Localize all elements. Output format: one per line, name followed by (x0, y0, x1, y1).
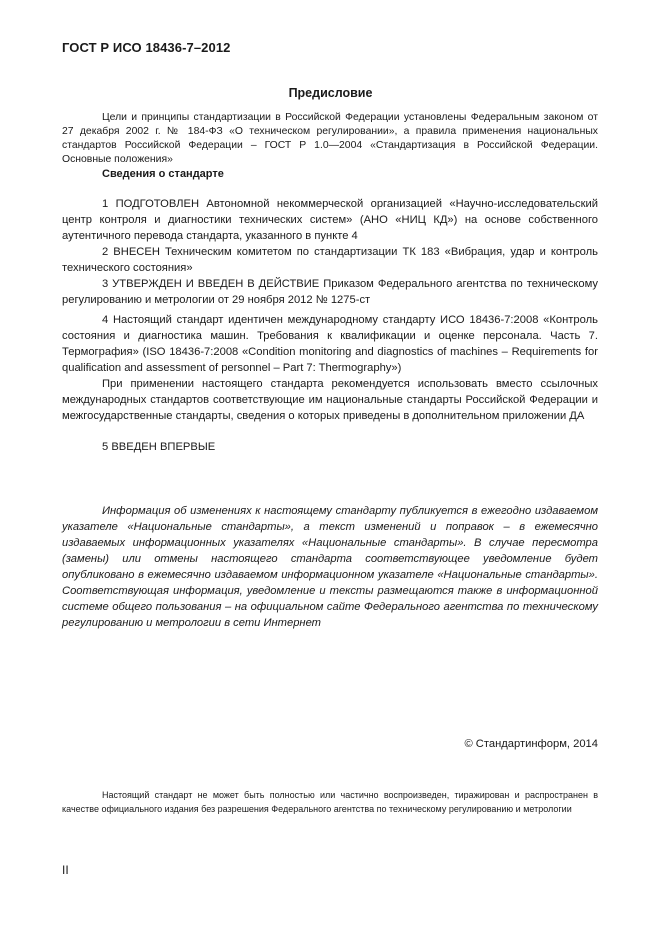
changes-notice: Информация об изменениях к настоящему стандарту публикуется в ежегодно издаваемом указателе «Национальные стандарты», а текст изменений и поправок – в ежемесячно издаваемых информационных указателях «Национальные стандарты». В случае пересмотра (замены) или отмены настоящего стандарта соответствующее уведомление будет опубликовано в ежемесячно издаваемом информационном указателе «Национальные стандарты». Соответствующая информация, уведомление и тексты размещаются также в информационной системе общего пользования – на официальном сайте Федерального агентства по техническому регулированию и метрологии в сети Интернет (62, 505, 598, 629)
info-item-identical: 4 Настоящий стандарт идентичен международному стандарту ИСО 18436-7:2008 «Контроль состояния и диагностика машин. Требования к квалификации и оценке персонала. Часть 7. Термография» (ISO 18436-7:2008 «Condition monitoring and diagnostics of machines – Requirements for qualification and assessment of personnel – Part 7: Thermography») (62, 314, 598, 374)
foreword-title: Предисловие (288, 86, 373, 100)
info-item-introduced: 2 ВНЕСЕН Техническим комитетом по стандартизации ТК 183 «Вибрация, удар и контроль технического состояния» (62, 246, 598, 274)
info-item-approved: 3 УТВЕРЖДЕН И ВВЕДЕН В ДЕЙСТВИЕ Приказом Федерального агентства по техническому регулированию и метрологии от 29 ноября 2012 № 1275-ст (62, 278, 598, 306)
info-item-first-introduced: 5 ВВЕДЕН ВПЕРВЫЕ (102, 441, 216, 453)
copyright-line: © Стандартинформ, 2014 (464, 738, 598, 750)
info-item-references-note: При применении настоящего стандарта рекомендуется использовать вместо ссылочных международных стандартов соответствующие им национальные стандарты Российской Федерации и межгосударственные стандарты, сведения о которых приведены в дополнительном приложении ДА (62, 378, 598, 422)
page-number: II (62, 863, 69, 877)
reproduction-notice: Настоящий стандарт не может быть полностью или частично воспроизведен, тиражирован и распространен в качестве официального издания без разрешения Федерального агентства по техническому регулированию и метрологии (62, 790, 598, 814)
standard-info-heading: Сведения о стандарте (102, 168, 224, 180)
foreword-intro: Цели и принципы стандартизации в Российской Федерации установлены Федеральным законом от 27 декабря 2002 г. № 184-ФЗ «О техническом регулировании», а правила применения национальных стандартов Российской Федерации – ГОСТ Р 1.0—2004 «Стандартизация в Российской Федерации. Основные положения» (62, 112, 598, 165)
info-item-prepared: 1 ПОДГОТОВЛЕН Автономной некоммерческой организацией «Научно-исследовательский центр контроля и диагностики технических систем» (АНО «НИЦ КД») на основе собственного аутентичного перевода стандарта, указанного в пункте 4 (62, 198, 598, 242)
document-designation: ГОСТ Р ИСО 18436-7–2012 (62, 40, 231, 55)
